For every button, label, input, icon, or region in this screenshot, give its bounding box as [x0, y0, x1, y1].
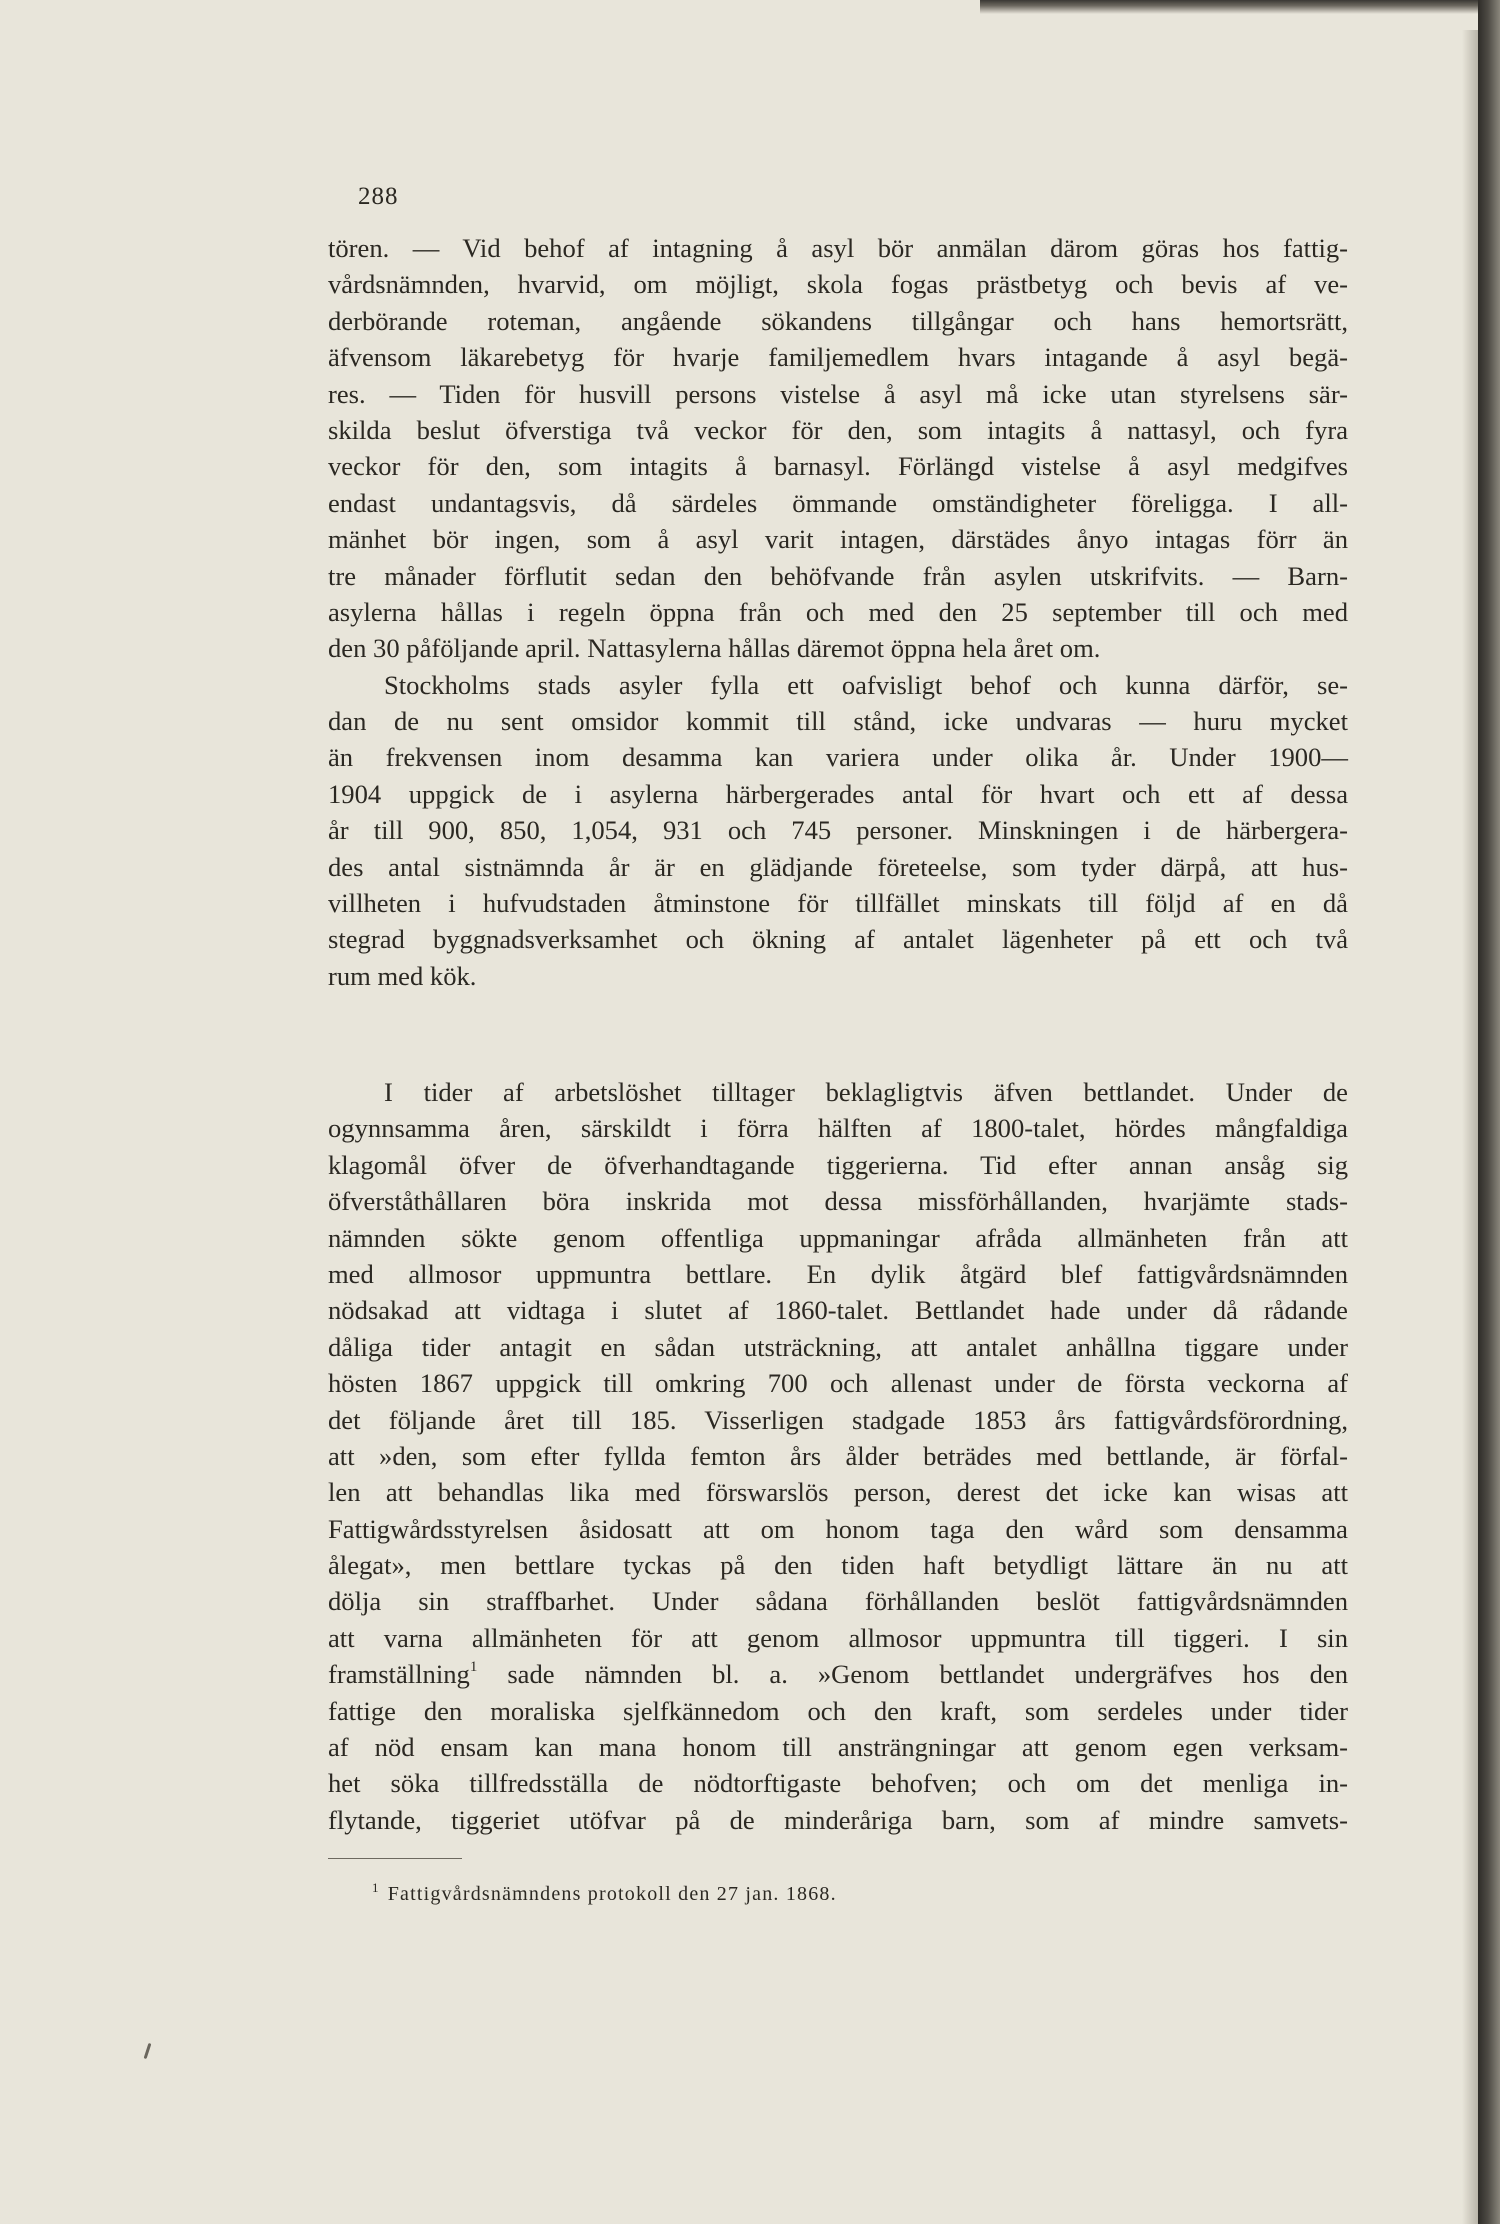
text-line: des antal sistnämnda år är en glädjande företeelse, som tyder därpå, att hus-	[328, 851, 1348, 882]
text-line: hösten 1867 uppgick till omkring 700 och allenast under de första veckorna af	[328, 1368, 1348, 1399]
text-line: res. — Tiden för husvill persons vistelse å asyl må icke utan styrelsens sär-	[328, 378, 1348, 409]
text-line: af nöd ensam kan mana honom till ansträngningar att genom egen verksam-	[328, 1732, 1348, 1763]
footnote-text: Fattigvårdsnämndens protokoll den 27 jan. 1868.	[387, 1883, 837, 1905]
text-fragment: framställning	[328, 1659, 470, 1690]
text-line: att »den, som efter fyllda femton års ålder beträdes med bettlande, är förfal-	[328, 1440, 1348, 1471]
text-line: endast undantagsvis, då särdeles ömmande omständigheter föreligga. I all-	[328, 487, 1348, 518]
text-line-indented: Stockholms stads asyler fylla ett oafvisligt behof och kunna därför, se-	[384, 669, 1348, 700]
text-line: nödsakad att vidtaga i slutet af 1860-talet. Bettlandet hade under då rådande	[328, 1295, 1348, 1326]
text-line: äfvensom läkarebetyg för hvarje familjemedlem hvars intagande å asyl begä-	[328, 342, 1348, 373]
text-line: skilda beslut öfverstiga två veckor för den, som intagits å nattasyl, och fyra	[328, 414, 1348, 445]
text-line: vårdsnämnden, hvarvid, om möjligt, skola fogas prästbetyg och bevis af ve-	[328, 269, 1348, 300]
text-line: fattige den moraliska sjelfkännedom och den kraft, som serdeles under tider	[328, 1695, 1348, 1726]
text-line: tre månader förflutit sedan den behöfvande från asylen utskrifvits. — Barn-	[328, 560, 1348, 591]
text-line: det följande året till 185. Visserligen stadgade 1853 års fattigvårdsförordning,	[328, 1404, 1348, 1435]
text-line: klagomål öfver de öfverhandtagande tiggerierna. Tid efter annan ansåg sig	[328, 1149, 1348, 1180]
text-line-with-footnote	[328, 1656, 1348, 1692]
text-line: derbörande roteman, angående sökandens tillgångar och hans hemortsrätt,	[328, 305, 1348, 336]
text-line: att varna allmänheten för att genom allmosor uppmuntra till tiggeri. I sin	[328, 1622, 1348, 1653]
text-line: dåliga tider antagit en sådan utsträckning, att antalet anhållna tiggare under	[328, 1331, 1348, 1362]
text-line: den 30 påföljande april. Nattasylerna hållas däremot öppna hela året om.	[328, 633, 1101, 664]
text-line: mänhet bör ingen, som å asyl varit intagen, därstädes ånyo intagas förr än	[328, 524, 1348, 555]
text-line: flytande, tiggeriet utöfvar på de minderåriga barn, som af mindre samvets-	[328, 1804, 1348, 1835]
text-line: ålegat», men bettlare tyckas på den tiden haft betydligt lättare än nu att	[328, 1550, 1348, 1581]
page-top-shadow	[980, 0, 1478, 14]
text-line: tören. — Vid behof af intagning å asyl bör anmälan därom göras hos fattig-	[328, 233, 1348, 263]
text-line: het söka tillfredsställa de nödtorftigaste behofven; och om det menliga in-	[328, 1768, 1348, 1799]
page-curl-shading	[1462, 30, 1478, 2224]
footnote	[372, 1880, 837, 1906]
text-line: stegrad byggnadsverksamhet och ökning af antalet lägenheter på ett och två	[328, 924, 1348, 955]
book-binding-edge	[1478, 0, 1500, 2224]
text-line: år till 900, 850, 1,054, 931 och 745 personer. Minskningen i de härbergera-	[328, 815, 1348, 846]
text-fragment: sade nämnden bl. a. »Genom bettlandet undergräfves hos den	[507, 1659, 1348, 1690]
text-line: 1904 uppgick de i asylerna härbergerades antal för hvart och ett af dessa	[328, 778, 1348, 809]
scan-speck	[144, 2043, 152, 2059]
footnote-divider	[328, 1858, 462, 1859]
text-line: nämnden sökte genom offentliga uppmaningar afråda allmänheten från att	[328, 1222, 1348, 1253]
text-line: ogynnsamma åren, särskildt i förra hälften af 1800-talet, hördes mångfaldiga	[328, 1113, 1348, 1144]
text-line: än frekvensen inom desamma kan variera under olika år. Under 1900—	[328, 742, 1348, 773]
text-line: villheten i hufvudstaden åtminstone för tillfället minskats till följd af en då	[328, 888, 1348, 919]
text-line: dan de nu sent omsidor kommit till stånd, icke undvaras — huru mycket	[328, 706, 1348, 737]
text-line: öfverståthållaren böra inskrida mot dessa missförhållanden, hvarjämte stads-	[328, 1186, 1348, 1217]
body-paragraph-1	[328, 230, 1348, 994]
text-line: asylerna hållas i regeln öppna från och med den 25 september till och med	[328, 596, 1348, 627]
text-line: Fattigwårdsstyrelsen åsidosatt att om honom taga den wård som densamma	[328, 1513, 1348, 1544]
text-line: len att behandlas lika med förswarslös person, derest det icke kan wisas att	[328, 1477, 1348, 1508]
text-line: veckor för den, som intagits å barnasyl. Förlängd vistelse å asyl medgifves	[328, 451, 1348, 482]
page-number: 288	[358, 183, 399, 210]
footnote-marker: 1	[372, 1880, 380, 1895]
text-line: med allmosor uppmuntra bettlare. En dylik åtgärd blef fattigvårdsnämnden	[328, 1258, 1348, 1289]
text-line-indented: I tider af arbetslöshet tilltager beklagligtvis äfven bettlandet. Under de	[384, 1077, 1348, 1107]
text-line: dölja sin straffbarhet. Under sådana förhållanden beslöt fattigvårdsnämnden	[328, 1586, 1348, 1617]
body-paragraph-2	[328, 1074, 1348, 1838]
text-line: rum med kök.	[328, 960, 477, 991]
footnote-reference: 1	[469, 1659, 478, 1676]
